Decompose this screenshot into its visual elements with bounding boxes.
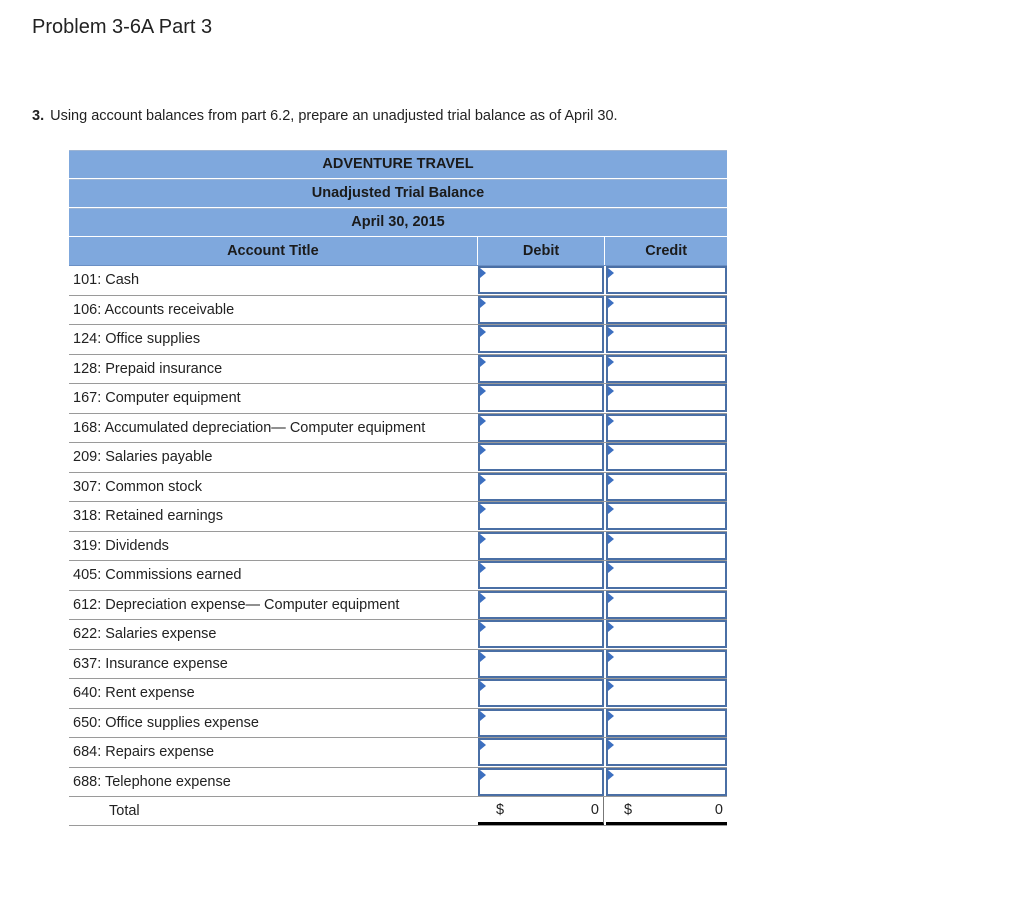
credit-input[interactable] [606,738,727,766]
credit-input[interactable] [606,355,727,383]
account-title-header: Account Title [227,243,319,259]
account-rows [69,266,727,797]
page-title: Problem 3-6A Part 3 [32,16,213,38]
dropdown-marker-icon [608,298,614,308]
credit-input[interactable] [606,532,727,560]
account-title: 318: Retained earnings [73,508,223,524]
debit-input[interactable] [478,473,604,501]
debit-input[interactable] [478,768,604,796]
statement-date: April 30, 2015 [69,208,727,237]
account-row [69,709,727,739]
dropdown-marker-icon [608,445,614,455]
dropdown-marker-icon [608,268,614,278]
dropdown-marker-icon [480,711,486,721]
account-row [69,620,727,650]
debit-input[interactable] [478,414,604,442]
debit-input[interactable] [478,650,604,678]
debit-input[interactable] [478,738,604,766]
account-title: 684: Repairs expense [73,744,215,760]
account-title: 209: Salaries payable [73,449,213,465]
instruction-number: 3. [32,108,45,124]
debit-input[interactable] [478,591,604,619]
account-row [69,296,727,326]
dropdown-marker-icon [608,534,614,544]
credit-input[interactable] [606,502,727,530]
account-row [69,443,727,473]
account-title: 124: Office supplies [73,331,201,347]
instruction [32,108,618,124]
dropdown-marker-icon [480,327,486,337]
account-title: 167: Computer equipment [73,390,241,406]
total-credit-symbol: $ [624,801,633,818]
account-row [69,738,727,768]
total-debit-value: 0 [590,801,599,818]
credit-input[interactable] [606,650,727,678]
credit-input[interactable] [606,325,727,353]
account-title: 405: Commissions earned [73,567,242,583]
account-row [69,532,727,562]
account-title: 128: Prepaid insurance [73,360,223,377]
credit-input[interactable] [606,296,727,324]
dropdown-marker-icon [480,268,486,278]
dropdown-marker-icon [608,770,614,780]
dropdown-marker-icon [608,357,614,367]
dropdown-marker-icon [480,298,486,308]
account-title: 106: Accounts receivable [73,301,235,318]
dropdown-marker-icon [480,563,486,573]
account-title: 307: Common stock [73,478,202,495]
instruction-text: Using account balances from part 6.2, prepare an unadjusted trial balance as of April 30. [50,108,618,124]
account-title: 622: Salaries expense [73,626,217,642]
account-title: 319: Dividends [73,537,169,554]
dropdown-marker-icon [608,622,614,632]
account-title: 637: Insurance expense [73,655,228,672]
debit-input[interactable] [478,709,604,737]
dropdown-marker-icon [608,416,614,426]
account-title: 650: Office supplies expense [73,714,259,731]
account-title: 612: Depreciation expense— Computer equipment [73,596,400,613]
account-row [69,650,727,680]
credit-input[interactable] [606,414,727,442]
dropdown-marker-icon [608,386,614,396]
debit-input[interactable] [478,620,604,648]
statement-name: Unadjusted Trial Balance [69,179,727,208]
dropdown-marker-icon [608,711,614,721]
dropdown-marker-icon [480,416,486,426]
dropdown-marker-icon [608,504,614,514]
total-label: Total [109,803,140,819]
debit-input[interactable] [478,561,604,589]
debit-input[interactable] [478,443,604,471]
credit-header: Credit [604,237,727,265]
total-row [69,797,727,826]
dropdown-marker-icon [608,740,614,750]
dropdown-marker-icon [480,504,486,514]
account-row [69,591,727,621]
dropdown-marker-icon [480,445,486,455]
total-debit [478,797,604,825]
account-row [69,502,727,532]
company-name: ADVENTURE TRAVEL [69,150,727,179]
dropdown-marker-icon [608,327,614,337]
total-credit-value: 0 [714,801,723,818]
account-row [69,473,727,503]
dropdown-marker-icon [608,563,614,573]
debit-input[interactable] [478,384,604,412]
dropdown-marker-icon [480,770,486,780]
total-debit-symbol: $ [496,801,505,818]
debit-input[interactable] [478,502,604,530]
dropdown-marker-icon [608,681,614,691]
column-headers [69,237,727,266]
credit-input[interactable] [606,620,727,648]
debit-header: Debit [477,237,605,265]
total-credit [606,797,727,825]
dropdown-marker-icon [480,681,486,691]
credit-input[interactable] [606,384,727,412]
dropdown-marker-icon [480,593,486,603]
debit-input[interactable] [478,296,604,324]
account-row [69,355,727,385]
credit-input[interactable] [606,561,727,589]
account-title: 640: Rent expense [73,685,195,701]
debit-input[interactable] [478,355,604,383]
dropdown-marker-icon [480,386,486,396]
dropdown-marker-icon [608,593,614,603]
dropdown-marker-icon [480,740,486,750]
account-row [69,561,727,591]
debit-input[interactable] [478,679,604,707]
account-row [69,679,727,709]
dropdown-marker-icon [480,622,486,632]
debit-input[interactable] [478,266,604,294]
credit-input[interactable] [606,591,727,619]
dropdown-marker-icon [608,475,614,485]
dropdown-marker-icon [480,475,486,485]
credit-input[interactable] [606,768,727,796]
dropdown-marker-icon [480,357,486,367]
dropdown-marker-icon [608,652,614,662]
dropdown-marker-icon [480,652,486,662]
account-row [69,384,727,414]
account-title: 168: Accumulated depreciation— Computer equipment [73,419,426,436]
credit-input[interactable] [606,679,727,707]
credit-input[interactable] [606,266,727,294]
debit-input[interactable] [478,325,604,353]
account-row [69,325,727,355]
trial-balance-table [69,150,727,826]
account-row [69,266,727,296]
credit-input[interactable] [606,709,727,737]
account-title: 101: Cash [73,272,140,288]
credit-input[interactable] [606,473,727,501]
credit-input[interactable] [606,443,727,471]
debit-input[interactable] [478,532,604,560]
dropdown-marker-icon [480,534,486,544]
account-row [69,414,727,444]
account-row [69,768,727,798]
account-title: 688: Telephone expense [73,773,231,790]
